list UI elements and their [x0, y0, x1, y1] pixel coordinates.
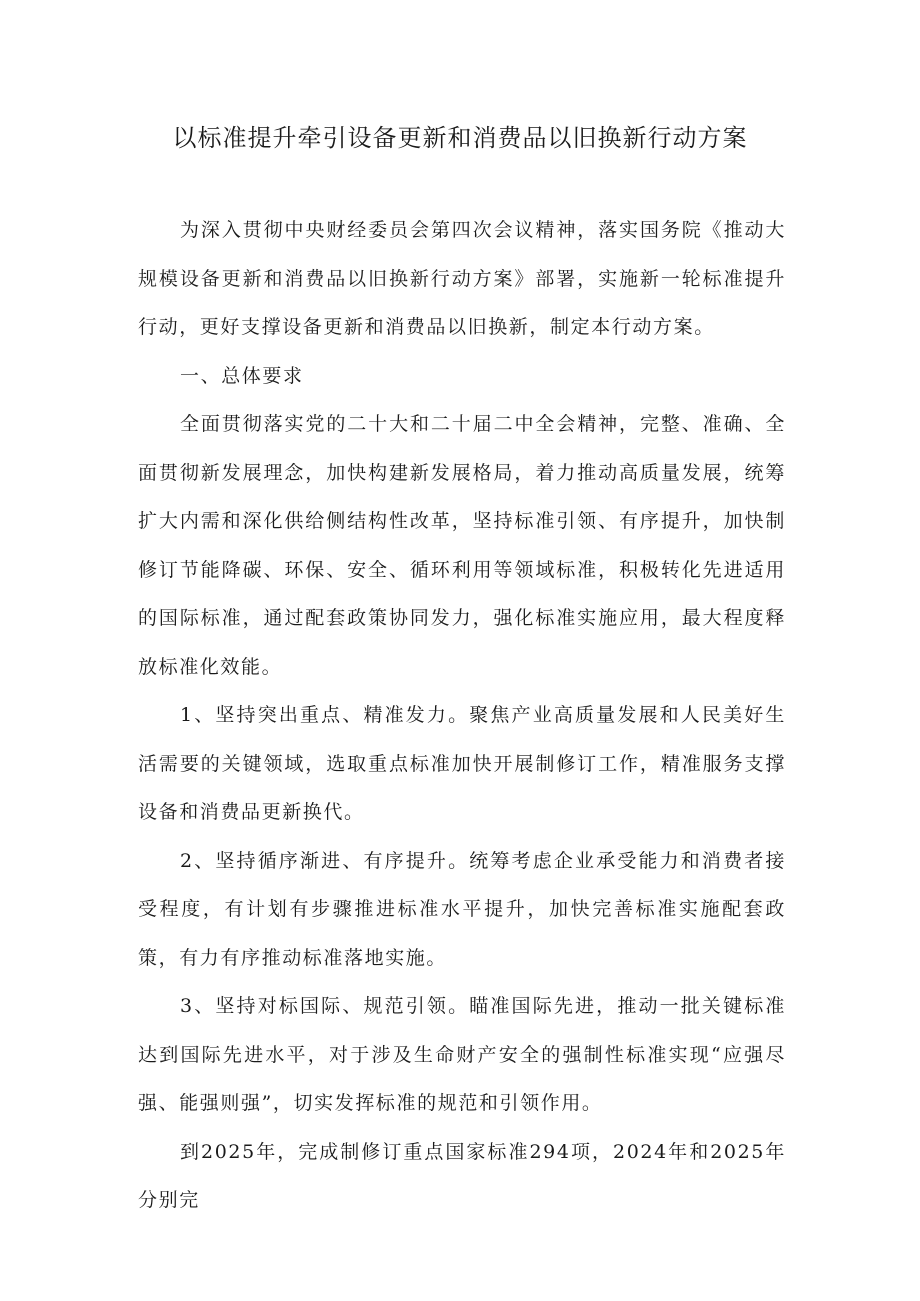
principle-3-paragraph: 3、坚持对标国际、规范引领。瞄准国际先进，推动一批关键标准达到国际先进水平，对于涉及生命财产安全的强制性标准实现“应强尽强、能强则强”，切实发挥标准的规范和引领作用。 [138, 995, 786, 1114]
principle-1-paragraph: 1、坚持突出重点、精准发力。聚焦产业高质量发展和人民美好生活需要的关键领域，选取重点标准加快开展制修订工作，精准服务支撑设备和消费品更新换代。 [138, 704, 786, 823]
section-heading-general-requirements: 一、总体要求 [180, 364, 304, 387]
intro-paragraph: 为深入贯彻中央财经委员会第四次会议精神，落实国务院《推动大规模设备更新和消费品以旧换新行动方案》部署，实施新一轮标准提升行动，更好支撑设备更新和消费品以旧换新，制定本行动方案。 [138, 219, 786, 338]
document-body [138, 206, 786, 1225]
principle-2-paragraph: 2、坚持循序渐进、有序提升。统筹考虑企业承受能力和消费者接受程度，有计划有步骤推进标准水平提升，加快完善标准实施配套政策，有力有序推动标准落地实施。 [138, 849, 786, 969]
general-requirements-paragraph: 全面贯彻落实党的二十大和二十届二中全会精神，完整、准确、全面贯彻新发展理念，加快构建新发展格局，着力推动高质量发展，统筹扩大内需和深化供给侧结构性改革，坚持标准引领、有序提升，加快制修订节能降碳、环保、安全、循环利用等领域标准，积极转化先进适用的国际标准，通过配套政策协同发力，强化标准实施应用，最大程度释放标准化效能。 [138, 413, 786, 678]
document-title: 以标准提升牵引设备更新和消费品以旧换新行动方案 [172, 124, 748, 152]
goal-paragraph: 到2025年，完成制修订重点国家标准294项，2024年和2025年分别完 [138, 1140, 786, 1211]
